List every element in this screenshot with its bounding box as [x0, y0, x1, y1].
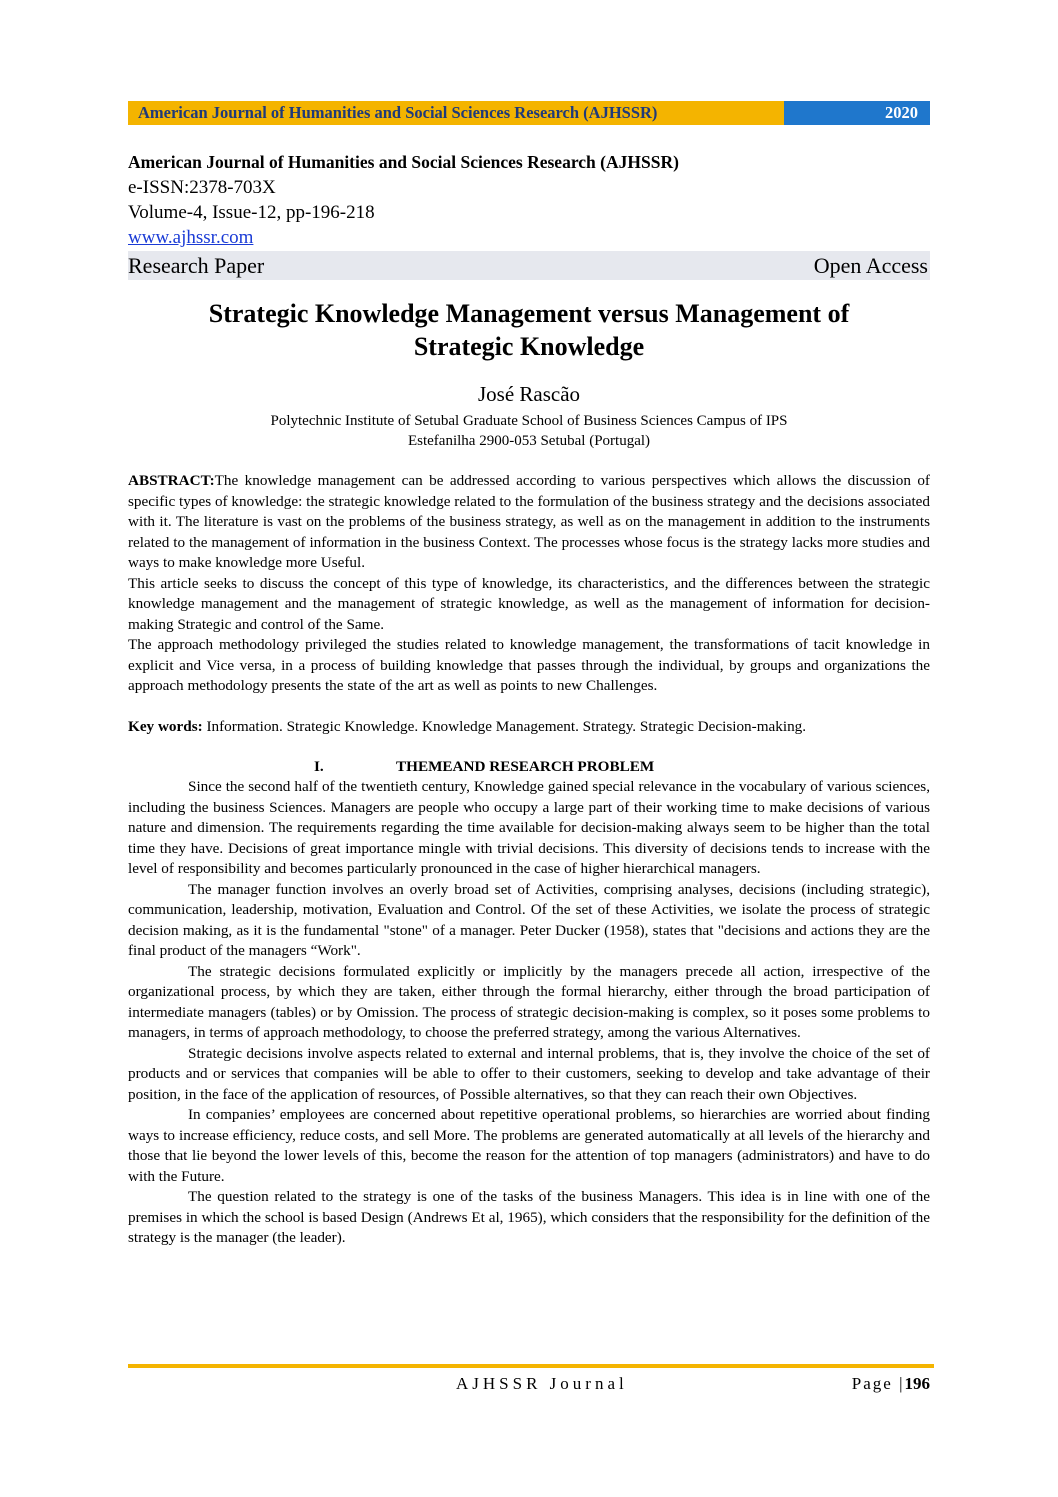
paper-title-line-1: Strategic Knowledge Management versus Management of	[208, 299, 850, 328]
meta-ribbon	[128, 251, 930, 280]
meta-journal: American Journal of Humanities and Social Sciences Research (AJHSSR)	[128, 152, 679, 172]
meta-website-link[interactable]: www.ajhssr.com	[128, 227, 254, 248]
keywords-label: Key words:	[128, 717, 203, 735]
body-paragraph: Strategic decisions involve aspects related to external and internal problems, that is, they involve the choice of the set of products and or services that companies will be able to offer to their customers, seeking to develop and take advantage of their position, in the face of the application of resources, of Possible alternatives, so that they can reach their own Objectives.	[128, 1044, 930, 1103]
paper-type: Research Paper	[128, 252, 265, 278]
running-header-year: 2020	[784, 101, 930, 125]
article-meta	[128, 150, 930, 280]
keywords	[128, 717, 930, 738]
paper-title	[128, 297, 930, 363]
body-paragraph: Since the second half of the twentieth century, Knowledge gained special relevance in the vocabulary of various sciences, including the business Sciences. Managers are people who occupy a large part of their working time to make decisions of various nature and dimension. The requirements regarding the time available for decision-making always seem to be higher than the total time they have. Decisions of great importance mingle with trivial decisions. This diversity of decisions tends to increase with the level of responsibility and becomes particularly pronounced in the case of higher hierarchical managers.	[128, 778, 930, 877]
abstract-label: ABSTRACT:	[128, 472, 215, 489]
footer-page	[852, 1374, 930, 1394]
page-number: 196	[904, 1374, 930, 1393]
paper-title-line-2: Strategic Knowledge	[413, 332, 645, 361]
author-name: José Rascão	[477, 382, 581, 406]
body-paragraph: The strategic decisions formulated explicitly or implicitly by the managers precede all action, irrespective of the organizational process, by which they are taken, either through the formal hierarchy, either through the broad participation of intermediate managers (tables) or by Omission. The process of strategic decision-making is complex, so it poses some problems to managers, in terms of approach methodology, to choose the preferred strategy, among the various Alternatives.	[128, 962, 930, 1041]
abstract-paragraph-1	[128, 471, 930, 574]
footer-journal: AJHSSR Journal	[456, 1374, 628, 1393]
abstract-paragraph-3: The approach methodology privileged the studies related to knowledge management, the transformations of tacit knowledge in explicit and Vice versa, in a process of building knowledge that passes through the individual, by groups and organizations the approach methodology presents the state of the art as well as points to new Challenges.	[128, 636, 930, 694]
keywords-text: Information. Strategic Knowledge. Knowledge Management. Strategy. Strategic Decision-making.	[202, 717, 807, 735]
body-paragraph: The manager function involves an overly broad set of Activities, comprising analyses, decisions (including strategic), communication, leadership, motivation, Evaluation and Control. Of the set of these Activities, we isolate the process of strategic decision making, as it is the fundamental "stone" of a manager. Peter Ducker (1958), states that "decisions and actions they are the final product of the managers “Work".	[128, 880, 930, 959]
body-paragraph: The question related to the strategy is one of the tasks of the business Managers. This idea is in line with one of the premises in which the school is based Design (Andrews Et al, 1965), which considers that the responsibility for the definition of the strategy is the manager (the leader).	[128, 1188, 930, 1246]
running-header	[128, 101, 930, 125]
footer-page-label: Page |	[851, 1374, 905, 1393]
author-affiliation	[128, 411, 930, 451]
meta-issn: e-ISSN:2378-703X	[128, 177, 276, 198]
abstract-paragraph-2: This article seeks to discuss the concept of this type of knowledge, its characteristics, and the differences between the strategic knowledge management and the management of strategic knowledge, as well as the management of information for decision-making Strategic and control of the Same.	[128, 574, 930, 633]
running-header-journal: American Journal of Humanities and Social Sciences Research (AJHSSR)	[128, 101, 784, 125]
paper-body	[128, 471, 930, 1249]
body-paragraph: In companies’ employees are concerned about repetitive operational problems, so hierarchies are worried about finding ways to increase efficiency, reduce costs, and sell More. The problems are generated automatically at all levels of the hierarchy and those that lie beyond the lower levels of this, become the reason for the attention of top managers (administrators) and have to do with the Future.	[128, 1106, 930, 1185]
access-type: Open Access	[813, 252, 928, 278]
meta-volume: Volume-4, Issue-12, pp-196-218	[128, 202, 375, 223]
section-title: THEMEAND RESEARCH PROBLEM	[396, 758, 655, 775]
affiliation-line-2: Estefanilha 2900-053 Setubal (Portugal)	[407, 433, 651, 449]
section-heading	[128, 757, 930, 777]
affiliation-line-1: Polytechnic Institute of Setubal Graduate School of Business Sciences Campus of IPS	[270, 413, 788, 429]
section-number: I.	[314, 758, 324, 775]
abstract-text-1: The knowledge management can be addressed according to various perspectives which allows the discussion of specific types of knowledge: the strategic knowledge related to the formulation of the business strategy and the decisions associated with it. The literature is vast on the problems of the business strategy, as well as on the management in addition to the instruments related to the management of information in the business Context. The processes whose focus is the strategy lacks more studies and ways to make knowledge more Useful.	[128, 472, 930, 571]
footer-divider	[128, 1364, 934, 1368]
